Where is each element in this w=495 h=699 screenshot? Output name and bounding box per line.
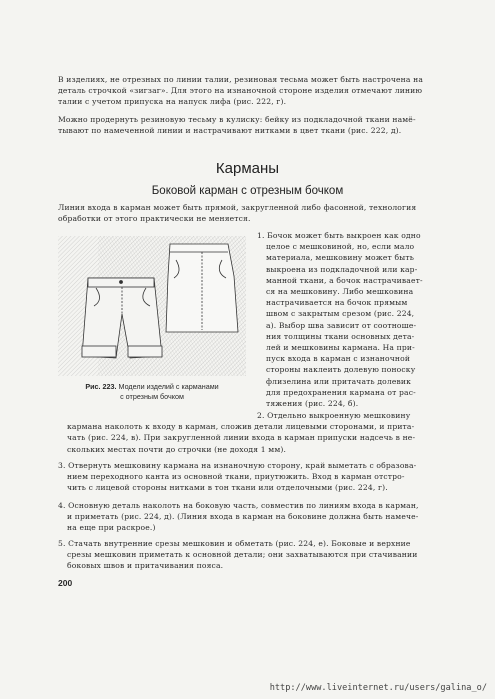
step-2: 2. Отдельно выкроенную мешковину кармана наколоть к входу в карман, сложив детали лицевыми сторонами, и прита- чать (рис. 224, в). При закругленной линии входа в карман припуски надсечь в не- скольких местах почти до строчки (не доходя 1 мм). [67,411,416,454]
subsection-title: Боковой карман с отрезным бочком [151,185,344,197]
garment-illustration [58,236,246,376]
page-number: 200 [58,578,73,588]
step-3: 3. Отвернуть мешковину кармана на изнаночную сторону, край выметать с образова- нием переходного канта из основной ткани, приутюжить. Вход в карман отстро- чить с лицевой стороны нитками в тон ткани или отделочными (рис. 224, г). [58,461,417,493]
intro-paragraph-2: Можно продернуть резиновую тесьму в кулиску: бейку из подкладочной ткани намё- тывают по намеченной линии и настрачивают нитками в цвет ткани (рис. 222, д). [58,115,416,136]
step-5: 5. Стачать внутренние срезы мешковин и обметать (рис. 224, е). Боковые и верхние срезы мешковин приметать к основной детали; они захватываются при стачивании боковых швов и притачивания пояса. [58,539,418,571]
step-4: 4. Основную деталь наколоть на боковую часть, совместив по линиям входа в карман, и приметать (рис. 224, д). (Линия входа в карман на боковине должна быть намече- на еще при раскрое.) [58,501,419,533]
figure-caption [58,382,246,402]
caption-line-2: с отрезным бочком [120,392,184,401]
intro-paragraph-1: В изделиях, не отрезных по линии талии, резиновая тесьма может быть настрочена на деталь строчкой «зигзаг». Для этого на изнаночной стороне изделия отмечают линию талии с учетом припуска на напуск лифа (рис. 222, г). [58,75,424,107]
garment-sketch-icon [58,236,246,376]
lead-paragraph: Линия входа в карман может быть прямой, закругленной либо фасонной, технология обработки от этого практически не меняется. [58,203,417,224]
step-1: 1. Бочок может быть выкроен как одно целое с мешковиной, но, если мало материала, мешковину может быть выкроена из подкладочной или кар- манной ткани, а бочок настрачивает- ся на мешковину. Либо мешковина настрачивается на бочок прямым швом с закрытым срезом (рис. 224, а). Выбор шва зависит от соотноше- ния толщины ткани основных дета- лей и мешковины кармана. На при- пуск входа в карман с изнаночной стороны наклеить долевую поноску флизелина или притачать долевик для предохранения кармана от рас- тяжения (рис. 224, б). [257,231,423,409]
section-title: Карманы [215,160,280,177]
source-url-watermark: http://www.liveinternet.ru/users/galina_o/ [269,683,487,693]
caption-label: Рис. 223. [85,382,117,391]
caption-text: Модели изделий с карманами [116,382,219,391]
